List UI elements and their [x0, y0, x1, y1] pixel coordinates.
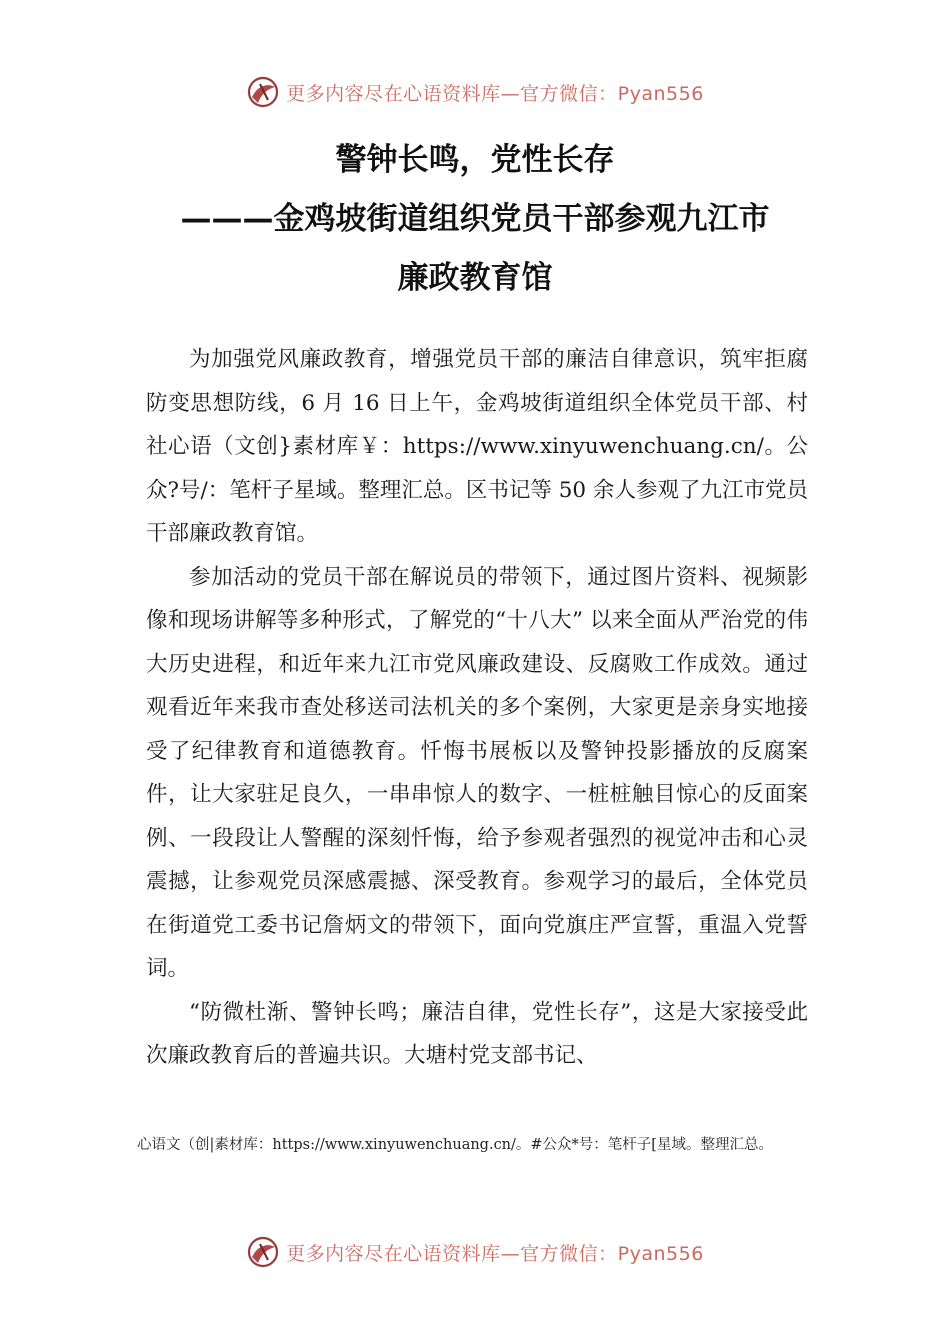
document-subtitle-line-1: ———金鸡坡街道组织党员干部参观九江市	[180, 201, 770, 237]
footer-watermark-banner	[0, 1232, 950, 1272]
paragraph-3: “防微杜渐、警钟长鸣；廉洁自律，党性长存”，这是大家接受此次廉政教育后的普遍共识。大塘村党支部书记、	[146, 999, 808, 1068]
paragraph-2: 参加活动的党员干部在解说员的带领下，通过图片资料、视频影像和现场讲解等多种形式，了解党的“十八大” 以来全面从严治党的伟大历史进程，和近年来九江市党风廉政建设、反腐败工作成效。通过观看近年来我市查处移送司法机关的多个案例，大家更是亲身实地接受了纪律教育和道德教育。忏悔书展板以及警钟投影播放的反腐案件，让大家驻足良久，一串串惊人的数字、一桩桩触目惊心的反面案例、一段段让人警醒的深刻忏悔，给予参观者强烈的视觉冲击和心灵震撼，让参观党员深感震撼、深受教育。参观学习的最后，全体党员在街道党工委书记詹炳文的带领下，面向党旗庄严宣誓，重温入党誓词。	[146, 564, 808, 981]
brand-logo-icon	[246, 75, 280, 109]
document-title: 警钟长鸣，党性长存	[335, 142, 615, 178]
document-subtitle-line-2: 廉政教育馆	[397, 260, 553, 296]
watermark-text: 更多内容尽在心语资料库—官方微信：Pyan556	[286, 1242, 704, 1265]
article-body	[146, 338, 808, 1078]
brand-logo-icon	[246, 1235, 280, 1269]
footnote: 心语文（创|素材库：https://www.xinyuwenchuang.cn/。#公众*号：笔杆子[星域。整理汇总。	[137, 1137, 773, 1153]
paragraph-1: 为加强党风廉政教育，增强党员干部的廉洁自律意识，筑牢拒腐防变思想防线，6 月 16 日上午，金鸡坡街道组织全体党员干部、村社心语（文创}素材库￥：https://www.xinyuwenchuang.cn/。公众?号/：笔杆子星域。整理汇总。区书记等 50 余人参观了九江市党员干部廉政教育馆。	[146, 347, 808, 546]
watermark-text: 更多内容尽在心语资料库—官方微信：Pyan556	[286, 82, 704, 105]
header-watermark-banner	[0, 72, 950, 112]
